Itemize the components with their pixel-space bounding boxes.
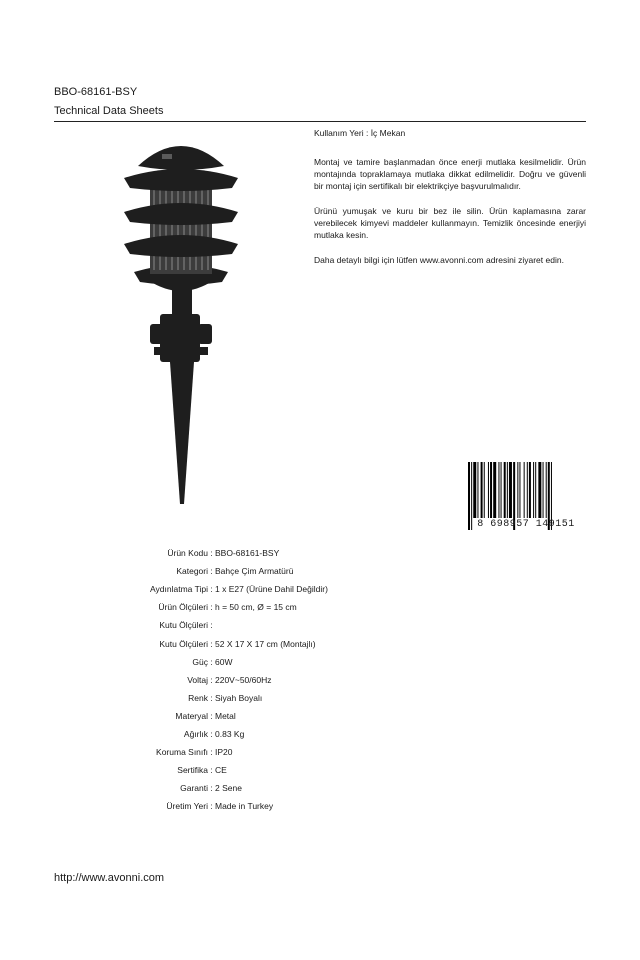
spec-value: 52 X 17 X 17 cm (Montajlı) xyxy=(215,638,316,649)
header-rule xyxy=(54,121,586,122)
spec-separator: : xyxy=(210,602,213,613)
spec-value: Siyah Boyalı xyxy=(215,692,263,703)
spec-separator: : xyxy=(210,801,213,812)
spec-row xyxy=(100,761,500,779)
spec-value: IP20 xyxy=(215,747,233,758)
spec-row xyxy=(100,725,500,743)
barcode-digits: 8 698957 149151 xyxy=(477,519,575,530)
product-code-title: BBO-68161-BSY xyxy=(54,86,138,98)
cleaning-note: Ürünü yumuşak ve kuru bir bez ile silin. Ürün kaplamasına zarar verebilecek kimyevi maddeler kullanmayın. Temizlik öncesinde enerjiyi mutlaka kesin. xyxy=(314,206,586,240)
spec-separator: : xyxy=(210,638,213,649)
spec-separator: : xyxy=(210,584,213,595)
product-info xyxy=(314,127,586,279)
spec-label: Aydınlatma Tipi xyxy=(150,584,208,595)
spec-value: h = 50 cm, Ø = 15 cm xyxy=(215,602,297,613)
spec-separator: : xyxy=(210,747,213,758)
spec-label: Güç xyxy=(192,656,208,667)
garden-lamp-illustration xyxy=(124,146,238,504)
spec-value: 220V~50/60Hz xyxy=(215,674,272,685)
spec-label: Voltaj xyxy=(187,674,208,685)
product-photo xyxy=(118,132,244,508)
spec-value: Metal xyxy=(215,710,236,721)
document-subtitle: Technical Data Sheets xyxy=(54,105,164,117)
footer-url: http://www.avonni.com xyxy=(54,872,165,884)
spec-row xyxy=(100,707,500,725)
spec-table xyxy=(100,544,500,815)
spec-separator: : xyxy=(210,710,213,721)
spec-label: Üretim Yeri xyxy=(166,801,208,812)
spec-label: Ürün Ölçüleri xyxy=(158,602,208,613)
spec-value: 60W xyxy=(215,656,233,667)
spec-row xyxy=(100,743,500,761)
spec-label: Materyal xyxy=(175,710,208,721)
spec-separator: : xyxy=(210,548,213,559)
spec-label: Kutu Ölçüleri xyxy=(159,620,208,631)
spec-value: 0.83 Kg xyxy=(215,728,245,739)
safety-note: Montaj ve tamire başlanmadan önce enerji mutlaka kesilmelidir. Ürün montajında topraklamaya mutlaka dikkat edilmelidir. Doğru ve güvenli bir montaj için sertifikalı bir elektrikçiye başvurulmalıdır. xyxy=(314,157,586,191)
spec-label: Ağırlık xyxy=(183,728,208,739)
spec-row xyxy=(100,797,500,815)
spec-row xyxy=(100,653,500,671)
spec-separator: : xyxy=(210,656,213,667)
spec-row xyxy=(100,634,500,652)
spec-value: Bahçe Çim Armatürü xyxy=(215,566,294,577)
spec-row xyxy=(100,598,500,616)
spec-separator: : xyxy=(210,674,213,685)
spec-row xyxy=(100,689,500,707)
spec-separator: : xyxy=(210,783,213,794)
spec-separator: : xyxy=(210,566,213,577)
spec-row xyxy=(100,562,500,580)
spec-row xyxy=(100,779,500,797)
spec-value: 1 x E27 (Ürüne Dahil Değildir) xyxy=(215,584,328,595)
spec-separator: : xyxy=(210,692,213,703)
website-note: Daha detaylı bilgi için lütfen www.avonni.com adresini ziyaret edin. xyxy=(314,255,564,265)
spec-label: Renk xyxy=(188,692,208,703)
spec-value: CE xyxy=(215,765,227,776)
spec-value: 2 Sene xyxy=(215,783,242,794)
spec-label: Kategori xyxy=(176,566,208,577)
spec-label: Garanti xyxy=(180,783,208,794)
spec-row xyxy=(100,671,500,689)
spec-separator: : xyxy=(210,728,213,739)
document-header xyxy=(54,84,586,122)
spec-row xyxy=(100,580,500,598)
spec-value: Made in Turkey xyxy=(215,801,274,812)
spec-value: BBO-68161-BSY xyxy=(215,548,280,559)
spec-label: Kutu Ölçüleri xyxy=(159,638,208,649)
spec-label: Ürün Kodu xyxy=(167,548,208,559)
spec-row xyxy=(100,616,500,634)
spec-label: Sertifika xyxy=(177,765,208,776)
spec-separator: : xyxy=(210,620,213,631)
spec-row xyxy=(100,544,500,562)
spec-separator: : xyxy=(210,765,213,776)
spec-label: Koruma Sınıfı xyxy=(156,747,208,758)
usage-location: Kullanım Yeri : İç Mekan xyxy=(314,128,406,138)
